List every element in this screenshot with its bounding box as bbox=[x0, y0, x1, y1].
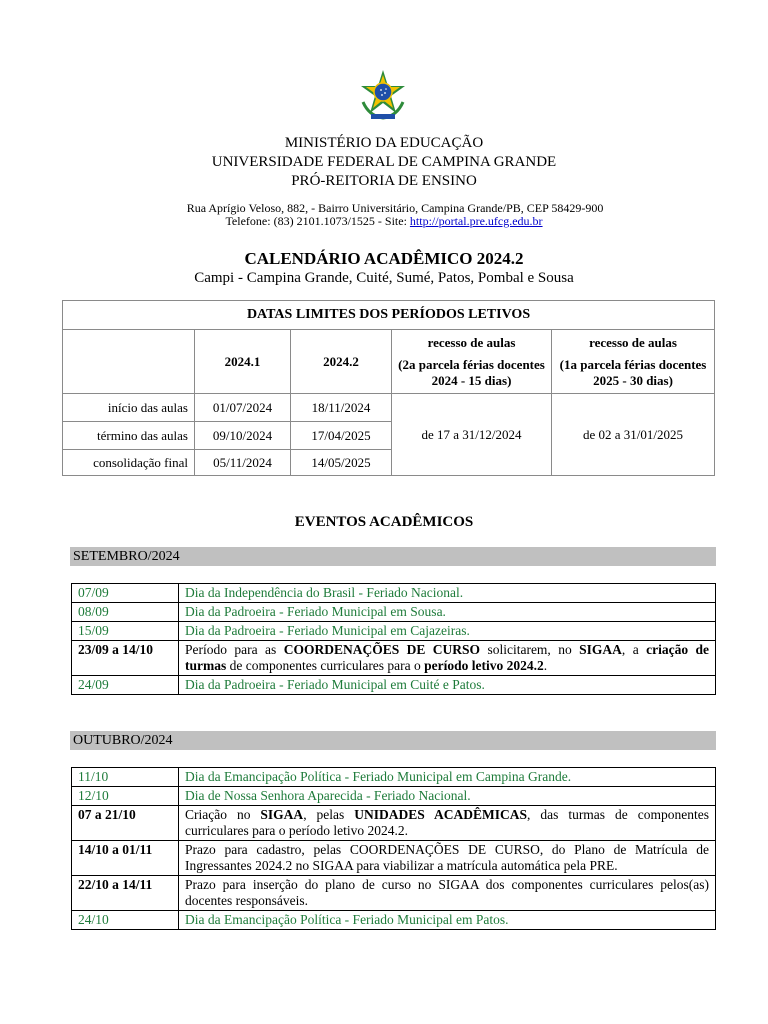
event-date: 24/09 bbox=[72, 676, 179, 695]
text-part: , pelas bbox=[303, 807, 355, 822]
event-date: 12/10 bbox=[72, 787, 179, 806]
event-text: Dia da Padroeira - Feriado Municipal em Cuité e Patos. bbox=[179, 676, 716, 695]
event-text bbox=[179, 806, 716, 841]
event-text: Dia da Independência do Brasil - Feriado Nacional. bbox=[179, 584, 716, 603]
table-row bbox=[72, 841, 716, 876]
text-part: . bbox=[543, 658, 548, 673]
university-name: UNIVERSIDADE FEDERAL DE CAMPINA GRANDE bbox=[211, 154, 557, 170]
event-text: Prazo para inserção do plano de curso no SIGAA dos componentes curriculares pelos(as) docentes responsáveis. bbox=[179, 876, 716, 911]
text-part-bold: SIGAA bbox=[579, 642, 622, 657]
table-row bbox=[72, 911, 716, 930]
text-part-bold: COORDENAÇÕES DE CURSO bbox=[283, 642, 481, 657]
month-bar-september: SETEMBRO/2024 bbox=[70, 547, 716, 566]
period-limits-table bbox=[62, 300, 715, 476]
text-part: Período para as bbox=[185, 642, 284, 657]
calendar-title: CALENDÁRIO ACADÊMICO 2024.2 bbox=[244, 249, 524, 268]
text-part-bold: UNIDADES ACADÊMICAS bbox=[354, 807, 527, 822]
event-date: 22/10 a 14/11 bbox=[72, 876, 179, 911]
event-text: Dia da Emancipação Política - Feriado Municipal em Patos. bbox=[179, 911, 716, 930]
event-text: Prazo para cadastro, pelas COORDENAÇÕES DE CURSO, do Plano de Matrícula de Ingressantes 2024.2 no SIGAA para viabilizar a matrícula automática pela PRE. bbox=[179, 841, 716, 876]
address-line: Rua Aprígio Veloso, 882, - Bairro Universitário, Campina Grande/PB, CEP 58429-900 bbox=[186, 201, 604, 215]
month-bar-october: OUTUBRO/2024 bbox=[70, 731, 716, 750]
limits-heading: DATAS LIMITES DOS PERÍODOS LETIVOS bbox=[63, 301, 715, 330]
table-row bbox=[72, 622, 716, 641]
col-recess-2 bbox=[552, 330, 715, 394]
row-label: início das aulas bbox=[63, 394, 195, 422]
event-date: 14/10 a 01/11 bbox=[72, 841, 179, 876]
office-name: PRÓ-REITORIA DE ENSINO bbox=[291, 173, 477, 189]
date-cell: 05/11/2024 bbox=[195, 450, 291, 476]
text-part: , a bbox=[621, 642, 647, 657]
table-row bbox=[72, 787, 716, 806]
brazil-coat-of-arms-icon bbox=[355, 68, 411, 124]
text-part: Criação no bbox=[185, 807, 261, 822]
col-recess-1 bbox=[392, 330, 552, 394]
date-cell: 01/07/2024 bbox=[195, 394, 291, 422]
row-label: consolidação final bbox=[63, 450, 195, 476]
event-date: 11/10 bbox=[72, 768, 179, 787]
text-part-bold: SIGAA bbox=[260, 807, 304, 822]
site-link[interactable]: http://portal.pre.ufcg.edu.br bbox=[409, 214, 543, 228]
ministry-name: MINISTÉRIO DA EDUCAÇÃO bbox=[284, 135, 484, 151]
event-date: 07 a 21/10 bbox=[72, 806, 179, 841]
event-date: 08/09 bbox=[72, 603, 179, 622]
events-title: EVENTOS ACADÊMICOS bbox=[294, 514, 474, 530]
date-cell: 09/10/2024 bbox=[195, 422, 291, 450]
text-part-bold: período letivo 2024.2 bbox=[424, 658, 544, 673]
col-2024-2: 2024.2 bbox=[291, 330, 392, 394]
event-text: Dia da Emancipação Política - Feriado Municipal em Campina Grande. bbox=[179, 768, 716, 787]
table-row bbox=[72, 876, 716, 911]
text-part: de componentes curriculares para o bbox=[226, 658, 425, 673]
table-row bbox=[72, 806, 716, 841]
recess-2-note: (1a parcela férias docentes 2025 - 30 dias) bbox=[559, 356, 707, 388]
event-date: 07/09 bbox=[72, 584, 179, 603]
phone-text: Telefone: (83) 2101.1073/1525 - Site: bbox=[225, 214, 410, 228]
recess-2-value: de 02 a 31/01/2025 bbox=[552, 394, 715, 476]
event-text: Dia de Nossa Senhora Aparecida - Feriado Nacional. bbox=[179, 787, 716, 806]
recess-1-note: (2a parcela férias docentes 2024 - 15 dias) bbox=[398, 356, 545, 388]
table-row bbox=[72, 641, 716, 676]
col-2024-1: 2024.1 bbox=[195, 330, 291, 394]
table-row bbox=[72, 603, 716, 622]
text-part-bold: criação de turmas bbox=[185, 642, 709, 673]
date-cell: 14/05/2025 bbox=[291, 450, 392, 476]
event-text bbox=[179, 641, 716, 676]
event-date: 23/09 a 14/10 bbox=[72, 641, 179, 676]
event-text: Dia da Padroeira - Feriado Municipal em Cajazeiras. bbox=[179, 622, 716, 641]
row-label: término das aulas bbox=[63, 422, 195, 450]
recess-1-value: de 17 a 31/12/2024 bbox=[392, 394, 552, 476]
recess-2-title: recesso de aulas bbox=[589, 334, 677, 350]
october-events-table bbox=[71, 767, 716, 930]
table-row bbox=[72, 768, 716, 787]
recess-1-title: recesso de aulas bbox=[427, 334, 516, 350]
event-date: 24/10 bbox=[72, 911, 179, 930]
event-text: Dia da Padroeira - Feriado Municipal em Sousa. bbox=[179, 603, 716, 622]
text-part: , das turmas de componentes curriculares para o período letivo 2024.2. bbox=[185, 807, 709, 838]
table-row bbox=[72, 584, 716, 603]
september-events-table bbox=[71, 583, 716, 695]
event-date: 15/09 bbox=[72, 622, 179, 641]
empty-header-cell bbox=[63, 330, 195, 394]
date-cell: 17/04/2025 bbox=[291, 422, 392, 450]
calendar-subtitle: Campi - Campina Grande, Cuité, Sumé, Patos, Pombal e Sousa bbox=[194, 270, 574, 286]
text-part: solicitarem, no bbox=[480, 642, 580, 657]
contact-line bbox=[0, 215, 768, 228]
table-row bbox=[72, 676, 716, 695]
date-cell: 18/11/2024 bbox=[291, 394, 392, 422]
